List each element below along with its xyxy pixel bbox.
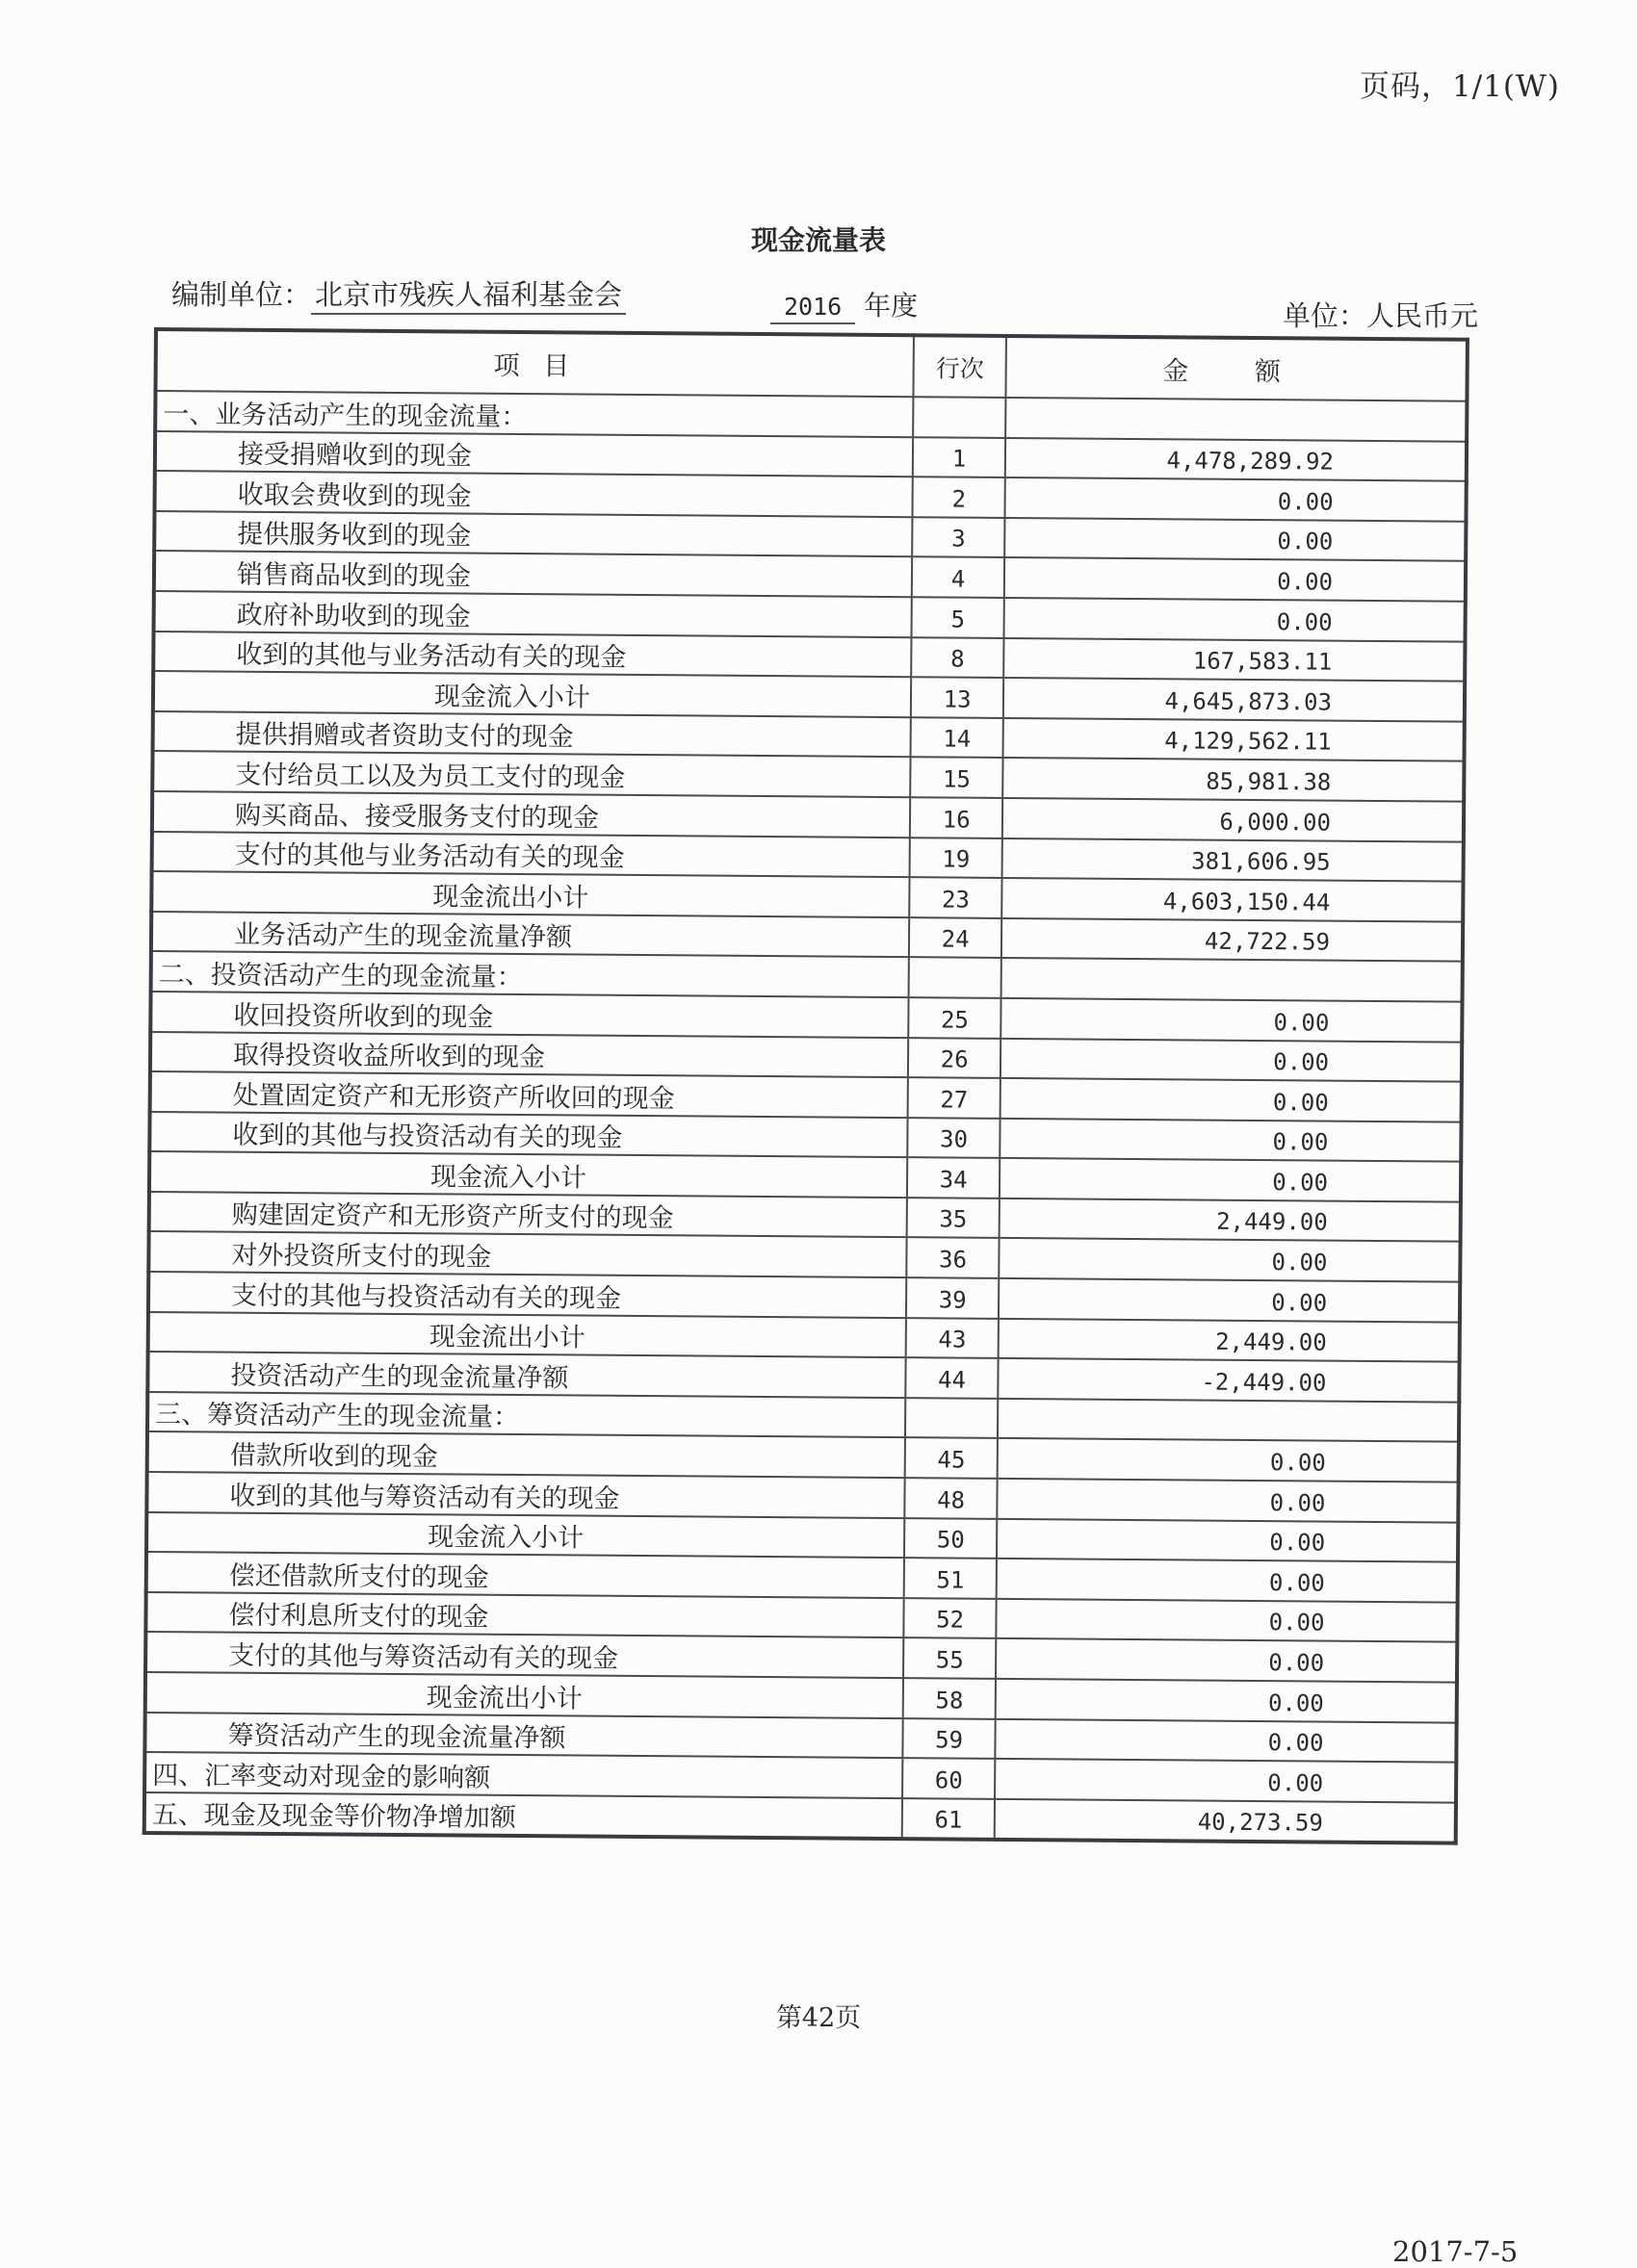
row-amount: 0.00 xyxy=(997,1519,1458,1562)
row-amount: 0.00 xyxy=(996,1679,1457,1722)
row-item: 借款所收到的现金 xyxy=(147,1431,906,1478)
row-amount: 4,645,873.03 xyxy=(1003,678,1465,721)
column-header-amount: 金 额 xyxy=(1005,336,1468,401)
row-item: 筹资活动产生的现金流量净额 xyxy=(144,1713,903,1759)
row-amount: 0.00 xyxy=(1004,518,1466,561)
print-date: 2017-7-5 xyxy=(1392,2235,1519,2268)
org-label: 编制单位： xyxy=(171,278,312,311)
row-line-number: 4 xyxy=(912,557,1004,598)
row-line-number: 45 xyxy=(905,1438,998,1479)
row-amount: 2,449.00 xyxy=(999,1319,1460,1362)
row-item: 收到的其他与筹资活动有关的现金 xyxy=(146,1472,905,1518)
row-amount: 4,478,289.92 xyxy=(1005,438,1467,481)
row-item: 支付的其他与投资活动有关的现金 xyxy=(148,1272,907,1318)
row-item: 支付的其他与筹资活动有关的现金 xyxy=(145,1632,904,1678)
row-line-number: 61 xyxy=(902,1798,995,1840)
row-item: 现金流出小计 xyxy=(145,1672,904,1718)
year-field xyxy=(770,285,918,323)
row-item: 二、投资活动产生的现金流量： xyxy=(151,951,910,997)
row-amount: 6,000.00 xyxy=(1002,798,1464,841)
row-line-number: 5 xyxy=(912,597,1004,637)
row-line-number: 8 xyxy=(911,637,1003,678)
row-item: 现金流入小计 xyxy=(153,671,912,717)
row-item: 收到的其他与业务活动有关的现金 xyxy=(153,631,912,678)
row-amount: -2,449.00 xyxy=(998,1358,1459,1402)
row-line-number xyxy=(909,957,1001,997)
cash-flow-table-wrapper xyxy=(143,327,1469,1844)
row-amount: 0.00 xyxy=(999,1278,1460,1322)
row-item: 收到的其他与投资活动有关的现金 xyxy=(149,1112,908,1158)
row-amount: 0.00 xyxy=(997,1559,1458,1602)
row-item: 收回投资所收到的现金 xyxy=(150,992,909,1038)
row-amount: 0.00 xyxy=(1000,998,1462,1042)
row-item: 销售商品收到的现金 xyxy=(154,551,913,597)
row-item: 现金流入小计 xyxy=(149,1151,908,1198)
row-line-number: 1 xyxy=(913,437,1005,477)
row-line-number: 3 xyxy=(912,517,1004,557)
row-line-number: 34 xyxy=(907,1157,1000,1198)
row-amount: 0.00 xyxy=(1000,1119,1461,1162)
row-item: 偿还借款所支付的现金 xyxy=(146,1552,905,1598)
row-line-number: 60 xyxy=(902,1758,995,1798)
row-item: 四、汇率变动对现金的影响额 xyxy=(144,1752,903,1798)
row-line-number: 52 xyxy=(904,1598,997,1638)
row-line-number: 39 xyxy=(906,1277,999,1318)
row-item: 一、业务活动产生的现金流量： xyxy=(155,391,914,437)
row-amount: 2,449.00 xyxy=(1000,1198,1461,1242)
row-amount: 0.00 xyxy=(1003,598,1465,641)
row-item: 对外投资所支付的现金 xyxy=(148,1231,907,1277)
row-amount xyxy=(1005,398,1467,441)
row-item: 投资活动产生的现金流量净额 xyxy=(147,1352,906,1398)
row-line-number: 23 xyxy=(910,877,1002,917)
row-item: 业务活动产生的现金流量净额 xyxy=(151,912,910,958)
row-line-number: 16 xyxy=(910,797,1002,838)
row-line-number: 35 xyxy=(907,1198,1000,1238)
row-line-number xyxy=(913,397,1005,437)
document-title: 现金流量表 xyxy=(750,224,886,256)
row-amount: 167,583.11 xyxy=(1003,638,1465,682)
row-amount xyxy=(998,1399,1459,1442)
currency-unit: 单位：人民币元 xyxy=(1283,299,1479,332)
row-item: 购建固定资产和无形资产所支付的现金 xyxy=(149,1192,908,1238)
row-item: 现金流入小计 xyxy=(146,1512,905,1559)
row-item: 三、筹资活动产生的现金流量： xyxy=(147,1392,906,1438)
row-amount: 0.00 xyxy=(1004,477,1466,521)
column-header-line: 行次 xyxy=(914,335,1006,398)
row-item: 提供服务收到的现金 xyxy=(154,511,913,557)
row-amount: 4,603,150.44 xyxy=(1001,878,1463,921)
year-suffix: 年度 xyxy=(864,290,919,322)
row-line-number: 13 xyxy=(911,677,1003,717)
year-value: 2016 xyxy=(770,293,855,324)
row-item: 现金流出小计 xyxy=(148,1312,907,1358)
row-line-number: 48 xyxy=(905,1478,998,1518)
table-body xyxy=(144,391,1468,1843)
row-amount: 0.00 xyxy=(999,1238,1460,1281)
row-amount: 0.00 xyxy=(996,1638,1457,1682)
org-name: 北京市残疾人福利基金会 xyxy=(311,278,626,315)
row-line-number: 15 xyxy=(911,758,1003,798)
row-amount: 0.00 xyxy=(1000,1038,1462,1081)
row-line-number: 36 xyxy=(907,1238,1000,1278)
row-amount: 0.00 xyxy=(998,1438,1459,1482)
row-line-number: 25 xyxy=(909,997,1001,1038)
row-line-number: 19 xyxy=(910,838,1002,878)
row-amount: 381,606.95 xyxy=(1001,838,1463,881)
row-item: 支付的其他与业务活动有关的现金 xyxy=(152,832,911,878)
row-item: 提供捐赠或者资助支付的现金 xyxy=(153,711,912,758)
row-amount: 0.00 xyxy=(1000,1078,1462,1121)
row-amount: 4,129,562.11 xyxy=(1002,718,1464,761)
row-line-number: 58 xyxy=(903,1678,996,1718)
row-line-number: 30 xyxy=(908,1118,1000,1158)
row-item: 政府补助收到的现金 xyxy=(154,591,913,637)
row-item: 偿付利息所支付的现金 xyxy=(145,1592,904,1638)
row-line-number: 14 xyxy=(911,717,1003,758)
row-amount: 0.00 xyxy=(1004,557,1466,601)
org-field xyxy=(171,273,626,313)
row-amount: 0.00 xyxy=(996,1599,1457,1642)
row-item: 五、现金及现金等价物净增加额 xyxy=(144,1792,903,1839)
row-line-number: 59 xyxy=(903,1718,996,1759)
row-line-number: 55 xyxy=(903,1638,996,1679)
row-item: 收取会费收到的现金 xyxy=(155,471,914,517)
row-line-number: 26 xyxy=(908,1038,1000,1078)
row-amount: 0.00 xyxy=(997,1479,1458,1522)
row-line-number: 44 xyxy=(906,1357,999,1398)
row-amount: 85,981.38 xyxy=(1002,758,1464,801)
row-line-number: 24 xyxy=(909,917,1001,958)
row-amount: 40,273.59 xyxy=(995,1799,1456,1843)
row-amount: 0.00 xyxy=(1000,1158,1461,1201)
row-amount xyxy=(1000,958,1462,1001)
row-line-number: 51 xyxy=(904,1558,997,1598)
row-line-number xyxy=(905,1398,998,1438)
page-number: 第42页 xyxy=(775,2003,862,2033)
row-item: 现金流出小计 xyxy=(151,871,910,917)
row-amount: 42,722.59 xyxy=(1001,918,1463,962)
row-item: 支付给员工以及为员工支付的现金 xyxy=(152,751,911,797)
row-amount: 0.00 xyxy=(995,1718,1456,1762)
row-line-number: 43 xyxy=(906,1318,999,1358)
row-line-number: 2 xyxy=(913,477,1005,517)
row-item: 取得投资收益所收到的现金 xyxy=(150,1031,909,1077)
row-amount: 0.00 xyxy=(995,1759,1456,1802)
row-line-number: 50 xyxy=(904,1518,997,1559)
table-header-row xyxy=(155,329,1467,401)
cash-flow-table xyxy=(143,327,1469,1844)
row-item: 处置固定资产和无形资产所收回的现金 xyxy=(150,1071,909,1118)
column-header-item: 项 目 xyxy=(155,329,914,397)
row-item: 接受捐赠收到的现金 xyxy=(155,431,914,477)
page-code: 页码，1/1(W) xyxy=(1360,69,1560,104)
row-item: 购买商品、接受服务支付的现金 xyxy=(152,791,911,838)
row-line-number: 27 xyxy=(908,1077,1000,1118)
